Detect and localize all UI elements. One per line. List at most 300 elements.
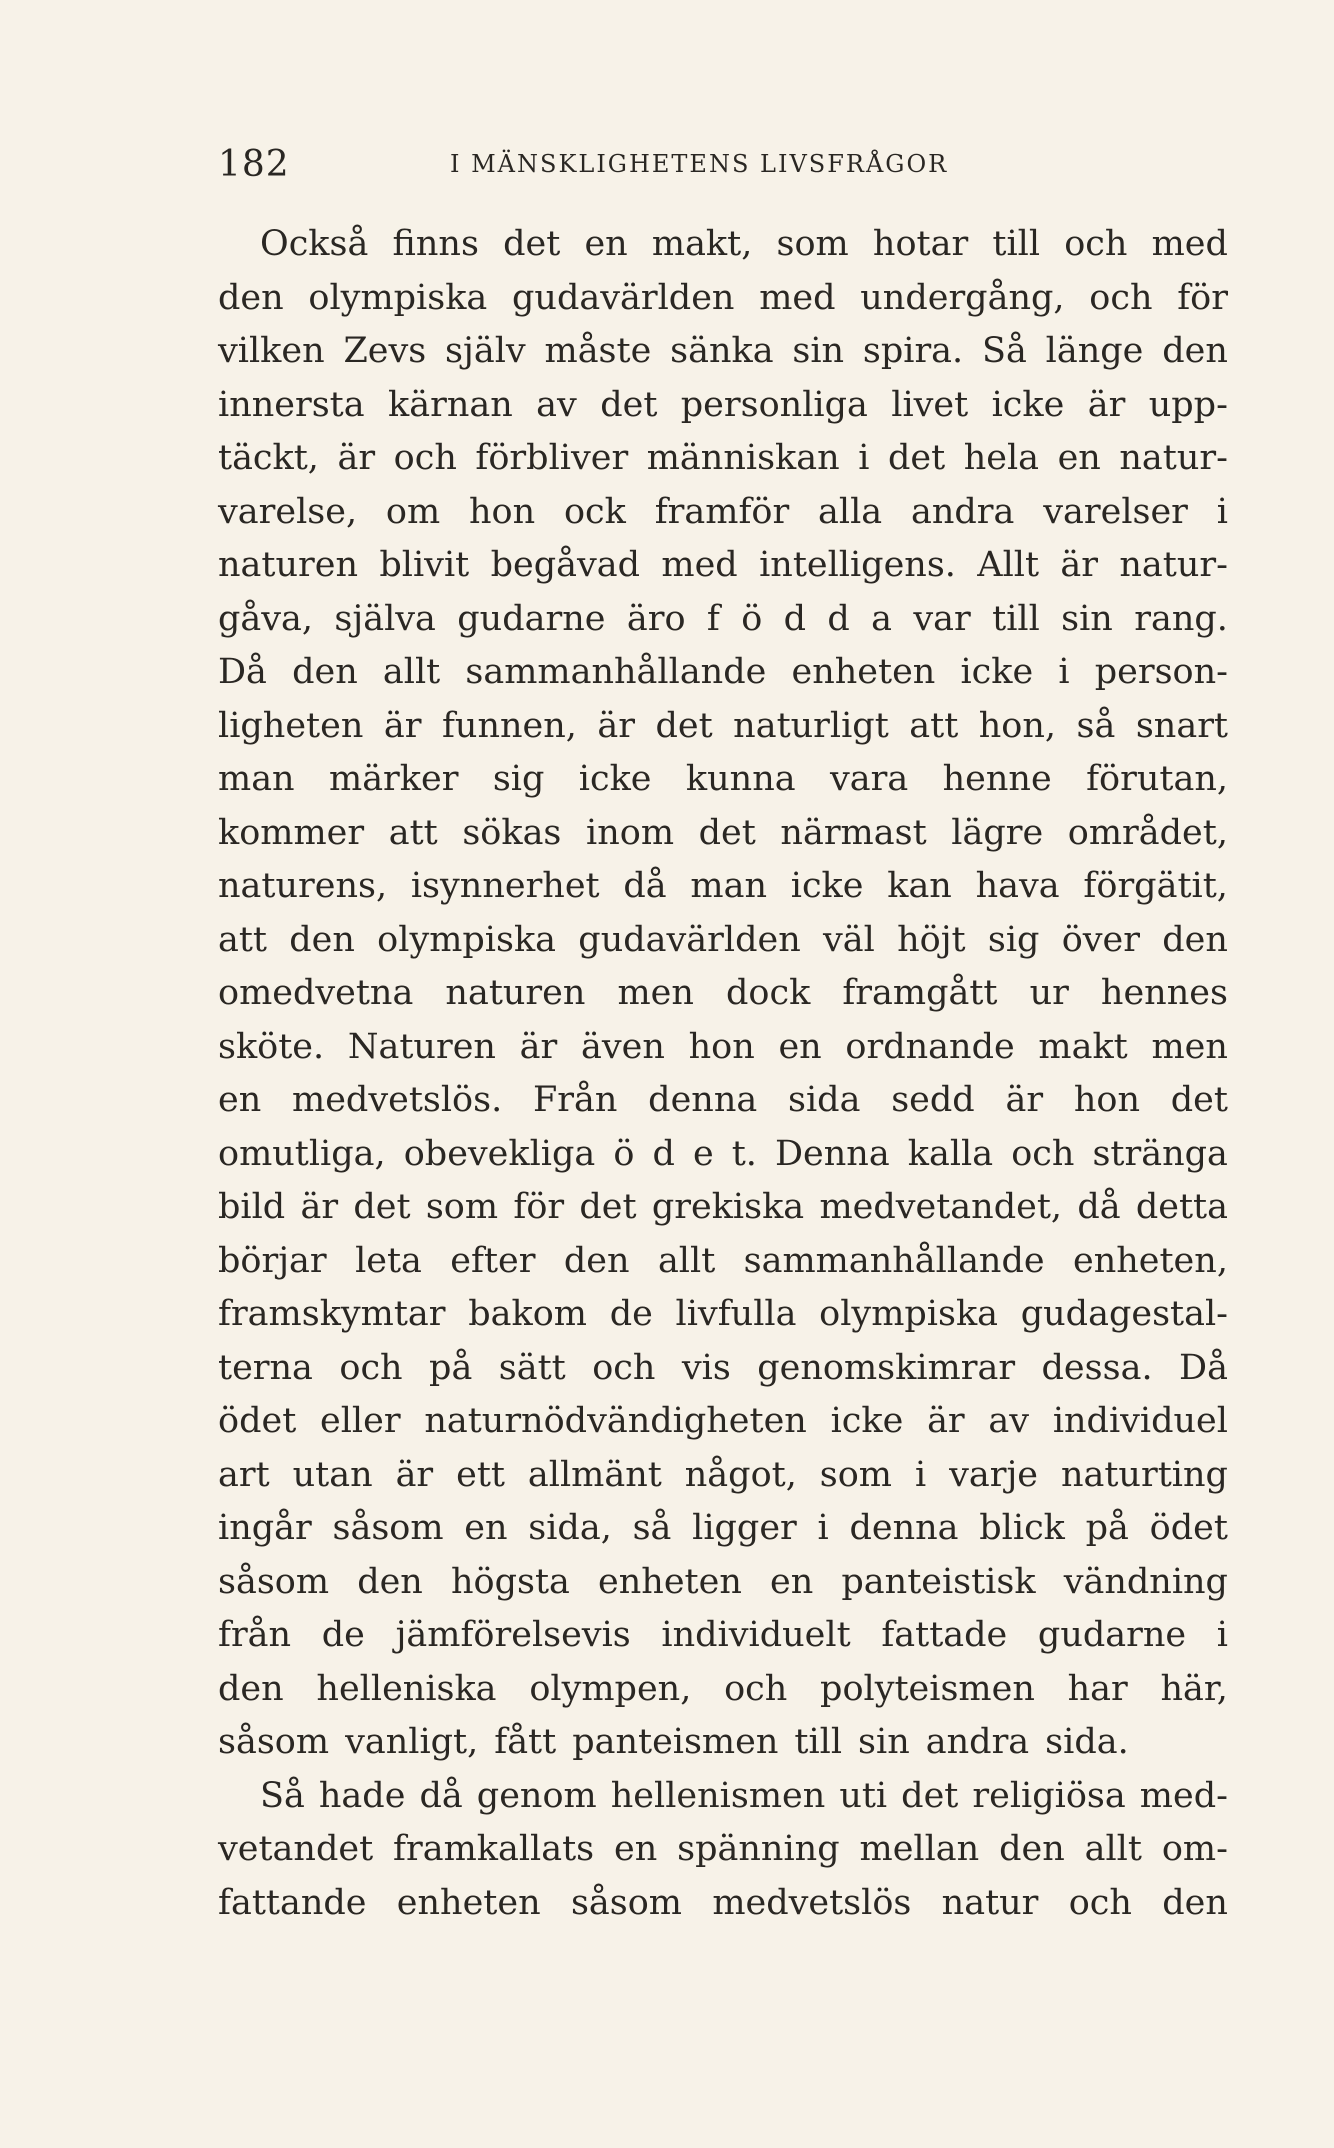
word: förgätit, — [1083, 866, 1228, 906]
word: förbliver — [475, 438, 629, 478]
word: medvetandet, — [819, 1187, 1063, 1227]
word: omedvetna — [218, 973, 414, 1013]
word: framgått — [842, 973, 998, 1013]
word: fått — [494, 1722, 557, 1762]
word: människan — [646, 438, 840, 478]
word: Denna — [774, 1133, 890, 1174]
word: hade — [318, 1775, 406, 1816]
word: ock — [563, 491, 626, 532]
word: det — [698, 812, 756, 853]
word: hela — [963, 438, 1040, 478]
word: och — [1089, 277, 1153, 318]
word: och — [393, 438, 457, 478]
word: mellan — [859, 1829, 980, 1869]
word: den — [1162, 331, 1228, 371]
word: sin — [792, 331, 845, 371]
word: kalla — [907, 1133, 994, 1174]
word: livfulla — [675, 1294, 797, 1334]
word: de — [609, 1294, 653, 1334]
word: det — [353, 1187, 411, 1227]
text-line — [218, 1342, 1228, 1396]
word: naturen — [218, 545, 358, 585]
word: i — [817, 1508, 829, 1548]
word: märker — [329, 759, 459, 799]
word: men — [1151, 1026, 1228, 1067]
word: sin — [858, 1722, 910, 1762]
word: naturligt — [733, 705, 889, 746]
word: helleniska — [316, 1668, 497, 1709]
word: som — [425, 1187, 499, 1227]
word: väl — [823, 919, 875, 960]
word: ödet — [218, 1401, 297, 1441]
word: om- — [1161, 1829, 1228, 1869]
text-line — [218, 700, 1228, 754]
word: d — [783, 598, 807, 639]
word: ligger — [692, 1508, 797, 1548]
word: den — [1162, 919, 1228, 960]
page-number: 182 — [218, 144, 290, 185]
text-line — [218, 486, 1228, 540]
word: något, — [684, 1454, 797, 1495]
word: genomskimrar — [757, 1347, 1016, 1388]
word: ingår — [218, 1508, 312, 1548]
word: sätt — [498, 1347, 566, 1388]
word: terna — [218, 1347, 313, 1388]
word: icke — [790, 866, 864, 906]
word: Så — [982, 331, 1027, 371]
word: gudavärlden — [578, 919, 801, 960]
word: här, — [1160, 1668, 1228, 1709]
word: med — [759, 277, 836, 318]
word: bakom — [468, 1294, 587, 1334]
word: icke — [830, 1401, 904, 1441]
word: e — [692, 1133, 714, 1174]
word: hon, — [978, 705, 1057, 746]
word: Naturen — [347, 1026, 496, 1067]
word: är — [1060, 545, 1099, 585]
word: börjar — [218, 1240, 327, 1281]
word: naturen — [445, 973, 586, 1013]
word: närmast — [780, 812, 927, 853]
word: till — [992, 224, 1041, 264]
word: olympiska — [308, 277, 488, 318]
word: då — [1077, 1187, 1121, 1227]
word: sida, — [528, 1508, 612, 1548]
word: a — [871, 598, 893, 639]
word: allt — [382, 652, 441, 692]
word: ö — [613, 1133, 635, 1174]
word: med- — [1139, 1775, 1228, 1816]
word: jämförelsevis — [395, 1615, 631, 1655]
word: i — [858, 438, 870, 478]
word: och — [1064, 224, 1128, 264]
word: såsom — [332, 1508, 444, 1548]
word: en — [584, 224, 628, 264]
word: isynnerhet — [410, 866, 600, 906]
text-line — [218, 967, 1228, 1021]
text-line — [218, 1288, 1228, 1342]
word: en — [614, 1829, 658, 1869]
text-line — [218, 1823, 1228, 1877]
word: länge — [1045, 331, 1144, 371]
text-line — [218, 914, 1228, 968]
word: sida. — [1045, 1722, 1129, 1762]
word: är — [927, 1401, 965, 1441]
word: till — [992, 598, 1040, 639]
word: undergång, — [860, 277, 1065, 318]
word: sin — [1061, 598, 1113, 639]
word: sköte. — [218, 1026, 325, 1067]
word: fattade — [881, 1615, 1008, 1655]
word: stränga — [1092, 1133, 1228, 1174]
word: naturnödvändigheten — [424, 1401, 807, 1441]
word: det — [901, 1775, 959, 1816]
word: uti — [839, 1775, 888, 1816]
word: är — [395, 1454, 434, 1495]
text-line — [218, 807, 1228, 861]
word: bild — [218, 1187, 286, 1227]
word: hon — [469, 491, 536, 532]
word: blick — [979, 1508, 1065, 1548]
word: i — [914, 1454, 927, 1495]
word: vanligt, — [345, 1722, 479, 1762]
word: snart — [1135, 705, 1228, 746]
word: då — [419, 1775, 463, 1816]
word: kan — [887, 866, 952, 906]
word: vändning — [1063, 1561, 1228, 1602]
word: är — [300, 1187, 339, 1227]
text-line — [218, 1663, 1228, 1717]
word: alla — [818, 491, 883, 532]
word: är — [1087, 384, 1126, 425]
word: Också — [260, 224, 369, 264]
word: Då — [1179, 1347, 1228, 1388]
word: om — [385, 491, 441, 532]
word: begåvad — [490, 545, 641, 585]
word: panteistisk — [841, 1561, 1036, 1602]
text-line — [218, 432, 1228, 486]
word: d — [827, 598, 850, 639]
word: är — [337, 438, 376, 478]
word: enheten — [396, 1882, 541, 1923]
word: icke — [578, 759, 652, 799]
word: det — [579, 1187, 637, 1227]
word: grekiska — [651, 1187, 805, 1227]
word: sig — [492, 759, 545, 799]
word: på — [1085, 1508, 1129, 1548]
running-head: I MÄNSKLIGHETENS LIVSFRÅGOR — [450, 150, 949, 178]
word: denna — [849, 1508, 959, 1548]
word: med — [661, 545, 738, 585]
text-line — [218, 272, 1228, 326]
text-line — [218, 1502, 1228, 1556]
word: såsom — [218, 1722, 330, 1762]
word: högsta — [450, 1561, 570, 1602]
word: den — [357, 1561, 423, 1602]
word: upp- — [1148, 384, 1228, 425]
word: livet — [891, 384, 969, 425]
word: kunna — [685, 759, 796, 799]
word: från — [218, 1615, 292, 1655]
word: varelse, — [218, 491, 358, 532]
word: som — [776, 224, 849, 264]
word: täckt, — [218, 438, 319, 478]
word: höjt — [897, 919, 966, 960]
word: vetandet — [218, 1829, 374, 1869]
word: kärnan — [388, 384, 513, 425]
word: naturens, — [218, 866, 388, 906]
word: den — [563, 1240, 630, 1281]
text-line — [218, 1877, 1228, 1931]
word: gudagestal- — [1020, 1294, 1228, 1334]
word: den — [292, 652, 358, 692]
text-line — [218, 1074, 1228, 1128]
word: den — [1162, 1882, 1228, 1923]
word: Då — [218, 652, 267, 692]
word: på — [429, 1347, 473, 1388]
word: till — [794, 1722, 843, 1762]
word: har — [1067, 1668, 1128, 1709]
word: av — [536, 384, 577, 425]
word: spira. — [862, 331, 964, 371]
word: för — [1177, 277, 1228, 318]
word: sig — [987, 919, 1040, 960]
word: förutan, — [1086, 759, 1228, 799]
text-line — [218, 1770, 1228, 1824]
word: natur- — [1119, 438, 1228, 478]
word: en — [218, 1080, 262, 1120]
word: den — [218, 277, 284, 318]
word: denna — [648, 1080, 758, 1120]
word: intelligens. — [759, 545, 956, 585]
word: religiösa — [972, 1775, 1126, 1816]
word: innersta — [218, 384, 365, 425]
text-line — [218, 539, 1228, 593]
word: vilken — [218, 331, 325, 371]
word: panteismen — [572, 1722, 779, 1762]
text-line — [218, 753, 1228, 807]
word: Från — [532, 1080, 618, 1120]
word: sammanhållande — [743, 1240, 1045, 1281]
word: individuelt — [661, 1615, 851, 1655]
word: de — [321, 1615, 365, 1655]
word: ö — [741, 598, 763, 639]
word: Zevs — [343, 331, 427, 371]
word: för — [513, 1187, 565, 1227]
word: så — [632, 1508, 672, 1548]
word: var — [913, 598, 971, 639]
word: det — [503, 224, 561, 264]
word: allt — [1084, 1829, 1142, 1869]
word: och — [339, 1347, 403, 1388]
word: det — [887, 438, 946, 478]
word: det — [600, 384, 658, 425]
word: som — [819, 1454, 892, 1495]
word: gudarne — [1037, 1615, 1187, 1655]
word: art — [218, 1454, 270, 1495]
word: själva — [334, 598, 436, 639]
word: själv — [445, 331, 526, 371]
word: eller — [320, 1401, 401, 1441]
word: omutliga, — [218, 1133, 386, 1174]
word: enheten — [791, 652, 936, 692]
word: detta — [1135, 1187, 1228, 1227]
word: henne — [942, 759, 1052, 799]
text-line — [218, 1609, 1228, 1663]
word: framkallats — [393, 1829, 595, 1869]
word: är — [519, 1026, 558, 1067]
word: varje — [949, 1454, 1039, 1495]
word: polyteismen — [820, 1668, 1035, 1709]
word: i — [1058, 652, 1070, 692]
word: framskymtar — [218, 1294, 446, 1334]
word: obevekliga — [403, 1133, 596, 1174]
word: allmänt — [527, 1454, 662, 1495]
word: varelser — [1043, 491, 1188, 532]
word: personliga — [680, 384, 868, 425]
word: man — [690, 866, 768, 906]
body-text — [218, 218, 1228, 1930]
word: dock — [725, 973, 811, 1013]
word: andra — [925, 1722, 1030, 1762]
word: rang. — [1134, 598, 1228, 639]
word: Allt — [977, 545, 1040, 585]
word: Så — [260, 1775, 305, 1816]
word: området, — [1067, 812, 1228, 853]
word: ödet — [1149, 1508, 1228, 1548]
word: då — [623, 866, 667, 906]
word: i — [1216, 491, 1228, 532]
word: den — [289, 919, 355, 960]
text-line — [218, 218, 1228, 272]
word: och — [1068, 1882, 1132, 1923]
word: framför — [654, 491, 790, 532]
text-line — [218, 646, 1228, 700]
word: och — [592, 1347, 656, 1388]
word: och — [1011, 1133, 1075, 1174]
page-header — [218, 138, 1228, 198]
word: spänning — [677, 1829, 840, 1869]
word: ordnande — [845, 1026, 1015, 1067]
word: såsom — [570, 1882, 682, 1923]
word: funnen, — [441, 705, 577, 746]
word: kommer — [218, 812, 365, 853]
word: en — [769, 1561, 814, 1602]
word: andra — [910, 491, 1015, 532]
word: men — [617, 973, 694, 1013]
word: hon — [1073, 1080, 1140, 1120]
word: av — [988, 1401, 1030, 1441]
word: över — [1061, 919, 1140, 960]
word: efter — [450, 1240, 536, 1281]
word: t. — [731, 1133, 757, 1174]
word: ligheten — [218, 705, 364, 746]
text-line — [218, 1181, 1228, 1235]
word: person- — [1094, 652, 1228, 692]
word: blivit — [379, 545, 470, 585]
word: gåva, — [218, 598, 314, 639]
word: är — [597, 705, 636, 746]
word: inom — [586, 812, 675, 853]
word: enheten — [598, 1561, 742, 1602]
word: gudavärlden — [512, 277, 735, 318]
word: naturting — [1060, 1454, 1228, 1495]
word: medvetslös. — [292, 1080, 503, 1120]
word: man — [218, 759, 295, 799]
word: olympiska — [819, 1294, 999, 1334]
word: makt — [1038, 1026, 1128, 1067]
word: genom — [476, 1775, 597, 1816]
word: hava — [975, 866, 1060, 906]
word: icke — [991, 384, 1065, 425]
word: f — [706, 598, 720, 639]
word: medvetslös — [712, 1882, 912, 1923]
word: lägre — [951, 812, 1044, 853]
word: hennes — [1100, 973, 1228, 1013]
word: den — [218, 1668, 284, 1709]
word: att — [218, 919, 267, 960]
word: i — [1216, 1615, 1228, 1655]
word: olympiska — [377, 919, 557, 960]
text-line — [218, 593, 1228, 647]
word: vara — [830, 759, 909, 799]
word: d — [652, 1133, 675, 1174]
word: den — [999, 1829, 1065, 1869]
word: vis — [681, 1347, 731, 1388]
word: med — [1151, 224, 1228, 264]
text-line — [218, 325, 1228, 379]
word: finns — [392, 224, 479, 264]
word: en — [464, 1508, 508, 1548]
word: sänka — [670, 331, 774, 371]
word: är — [383, 705, 422, 746]
word: en — [778, 1026, 822, 1067]
text-line — [218, 1128, 1228, 1182]
word: icke — [960, 652, 1034, 692]
word: såsom — [218, 1561, 330, 1602]
word: ett — [456, 1454, 505, 1495]
word: hotar — [872, 224, 969, 264]
word: natur — [941, 1882, 1039, 1923]
text-line — [218, 1556, 1228, 1610]
word: att — [909, 705, 959, 746]
word: ur — [1029, 973, 1069, 1013]
word: leta — [355, 1240, 422, 1281]
word: sammanhållande — [465, 652, 767, 692]
word: sedd — [891, 1080, 975, 1120]
word: olympen, — [529, 1668, 692, 1709]
text-line — [218, 379, 1228, 433]
word: så — [1076, 705, 1116, 746]
word: enheten, — [1072, 1240, 1228, 1281]
word: natur- — [1119, 545, 1228, 585]
text-line — [218, 860, 1228, 914]
word: måste — [544, 331, 652, 371]
word: hon — [688, 1026, 755, 1067]
word: även — [580, 1026, 665, 1067]
text-line — [218, 1235, 1228, 1289]
text-line — [218, 1021, 1228, 1075]
word: att — [388, 812, 438, 853]
word: en — [1057, 438, 1101, 478]
word: hellenismen — [610, 1775, 826, 1816]
word: dessa. — [1041, 1347, 1153, 1388]
word: individuel — [1052, 1401, 1228, 1441]
word: fattande — [218, 1882, 367, 1923]
word: sökas — [462, 812, 562, 853]
text-line — [218, 1449, 1228, 1503]
text-line — [218, 1395, 1228, 1449]
